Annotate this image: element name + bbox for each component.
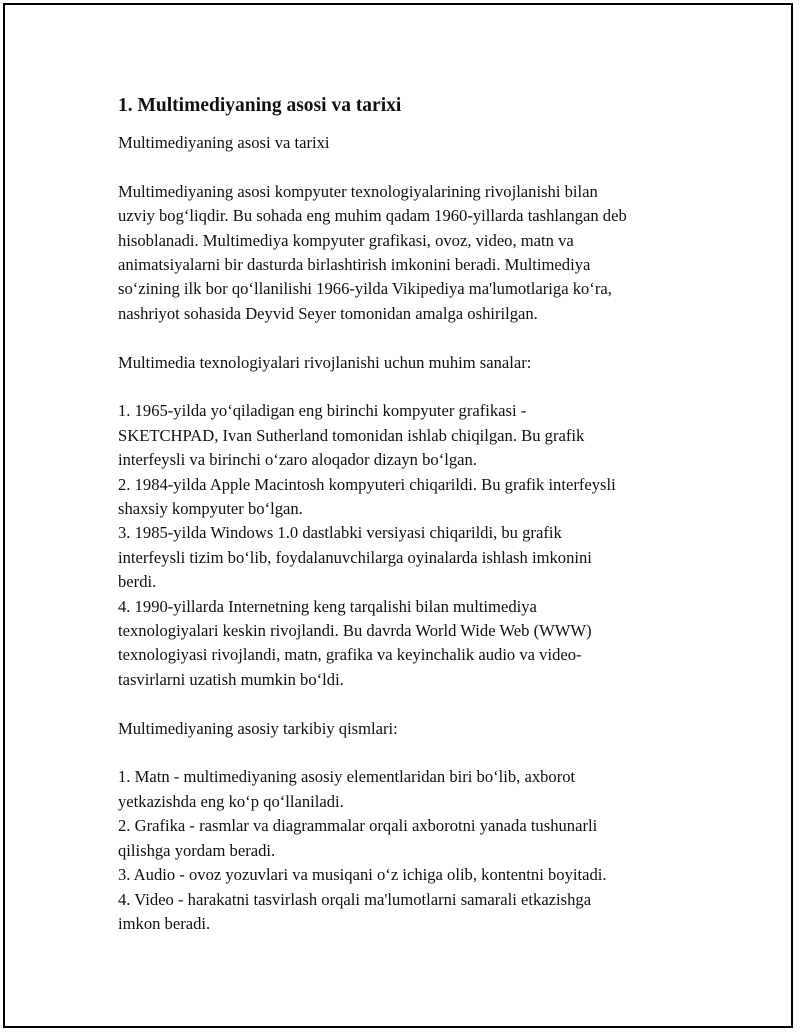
list-item: 2. 1984-yilda Apple Macintosh kompyuteri chiqarildi. Bu grafik interfeysli — [118, 474, 616, 494]
text-line: animatsiyalarni bir dasturda birlashtirish imkonini beradi. Multimediya — [118, 255, 591, 275]
list-item: 4. 1990-yillarda Internetning keng tarqalishi bilan multimediya — [118, 596, 537, 616]
text-line: hisoblanadi. Multimediya kompyuter grafikasi, ovoz, video, matn va — [118, 230, 574, 250]
paragraph-gap — [118, 155, 698, 179]
text-line: uzviy bog‘liqdir. Bu sohada eng muhim qadam 1960-yillarda tashlangan deb — [118, 206, 627, 226]
text-line: Multimediyaning asosi kompyuter texnologiyalarining rivojlanishi bilan — [118, 181, 598, 201]
list-item: texnologiyalari keskin rivojlandi. Bu davrda World Wide Web (WWW) — [118, 621, 592, 641]
dates-list — [118, 399, 698, 692]
list-item: texnologiyasi rivojlandi, matn, grafika va keyinchalik audio va video- — [118, 645, 582, 665]
document-title: 1. Multimediyaning asosi va tarixi — [118, 95, 402, 116]
list-item: 4. Video - harakatni tasvirlash orqali ma'lumotlarni samarali etkazishga — [118, 889, 592, 909]
list-item: yetkazishda eng ko‘p qo‘llaniladi. — [118, 791, 344, 811]
list-item: interfeysli tizim bo‘lib, foydalanuvchilarga oyinalarda ishlash imkonini — [118, 547, 592, 567]
paragraph-gap — [118, 326, 698, 350]
list-item: 2. Grafika - rasmlar va diagrammalar orqali axborotni yanada tushunarli — [118, 816, 598, 836]
document-body — [118, 92, 698, 936]
document-subtitle: Multimediyaning asosi va tarixi — [118, 133, 330, 152]
intro-paragraph — [118, 180, 698, 326]
list-item: interfeysli va birinchi o‘zaro aloqador dizayn bo‘lgan. — [118, 450, 477, 470]
paragraph-gap — [118, 692, 698, 716]
paragraph-gap — [118, 375, 698, 399]
list-item: 3. 1985-yilda Windows 1.0 dastlabki versiyasi chiqarildi, bu grafik — [118, 523, 562, 543]
list-item: tasvirlarni uzatish mumkin bo‘ldi. — [118, 669, 344, 689]
text-line: nashriyot sohasida Deyvid Seyer tomonidan amalga oshirilgan. — [118, 303, 538, 323]
dates-heading: Multimedia texnologiyalari rivojlanishi uchun muhim sanalar: — [118, 352, 532, 372]
list-item: 1. 1965-yilda yo‘qiladigan eng birinchi kompyuter grafikasi - — [118, 401, 527, 421]
components-list — [118, 765, 698, 936]
list-item: imkon beradi. — [118, 913, 211, 933]
paragraph-gap — [118, 741, 698, 765]
list-item: 3. Audio - ovoz yozuvlari va musiqani o‘z ichiga olib, kontentni boyitadi. — [118, 865, 607, 885]
list-item: 1. Matn - multimediyaning asosiy elementlaridan biri bo‘lib, axborot — [118, 767, 576, 787]
list-item: qilishga yordam beradi. — [118, 840, 276, 860]
list-item: SKETCHPAD, Ivan Sutherland tomonidan ishlab chiqilgan. Bu grafik — [118, 425, 585, 445]
components-heading: Multimediyaning asosiy tarkibiy qismlari: — [118, 718, 398, 738]
list-item: shaxsiy kompyuter bo‘lgan. — [118, 499, 303, 519]
text-line: so‘zining ilk bor qo‘llanilishi 1966-yilda Vikipediya ma'lumotlariga ko‘ra, — [118, 279, 612, 299]
list-item: berdi. — [118, 572, 157, 592]
